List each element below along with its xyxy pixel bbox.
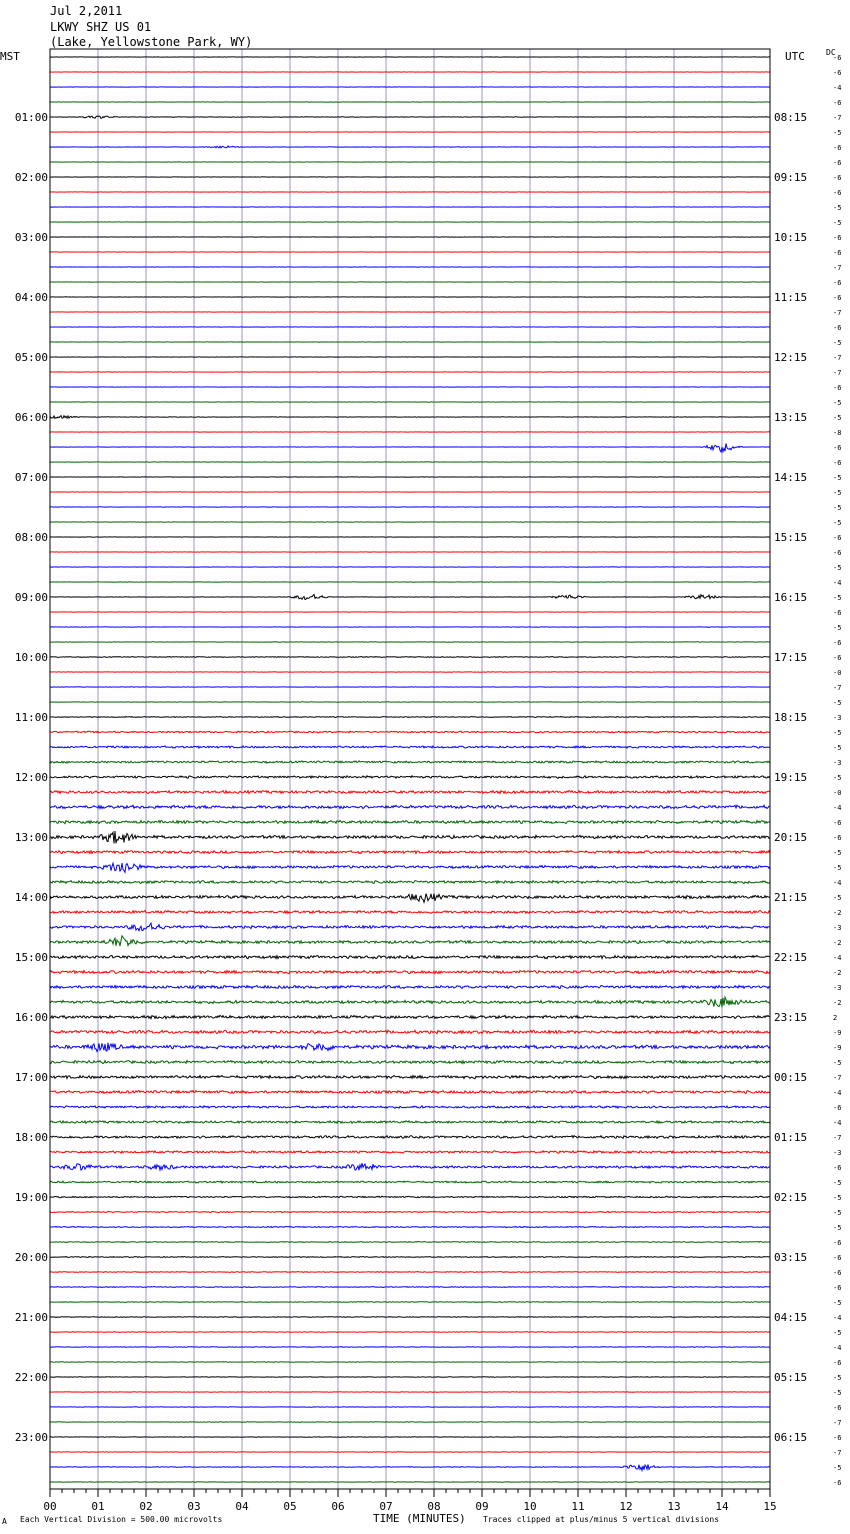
trace-row-57 [50, 894, 770, 903]
hour-label-right: 14:15 [774, 471, 808, 484]
trace-row-85 [50, 1317, 770, 1318]
dc-offset-label: -5 [833, 339, 842, 347]
x-tick-label: 03 [187, 1500, 201, 1513]
axis-labels [15, 54, 842, 1513]
trace-row-96 [50, 1482, 770, 1483]
trace-row-46 [50, 731, 770, 733]
dc-offset-label: -9 [833, 1044, 842, 1052]
dc-offset-label: -4 [833, 954, 842, 962]
hour-label-left: 23:00 [14, 1431, 48, 1444]
dc-offset-label: -4 [833, 879, 842, 887]
dc-offset-label: -5 [833, 1224, 842, 1232]
dc-offset-label: -7 [833, 1134, 842, 1142]
trace-row-67 [50, 1043, 770, 1052]
dc-offset-label: -2 [833, 939, 842, 947]
dc-offset-label: -7 [833, 264, 842, 272]
hour-label-right: 15:15 [774, 531, 808, 544]
dc-offset-label: -6 [833, 1359, 842, 1367]
dc-offset-label: -5 [833, 1299, 842, 1307]
dc-offset-label: -6 [833, 189, 842, 197]
trace-row-69 [50, 1076, 770, 1079]
left-axis-label: MST [0, 50, 20, 63]
trace-row-88 [50, 1362, 770, 1363]
trace-row-65 [50, 1015, 770, 1018]
right-axis-label: UTC [785, 50, 805, 63]
dc-offset-label: -4 [833, 579, 842, 587]
dc-offset-label: -0 [833, 669, 842, 677]
trace-row-53 [50, 831, 770, 843]
trace-row-37 [50, 595, 770, 600]
hour-label-right: 01:15 [774, 1131, 808, 1144]
hour-label-left: 01:00 [14, 111, 48, 124]
trace-row-62 [50, 970, 770, 973]
trace-row-79 [50, 1226, 770, 1227]
hour-label-left: 14:00 [14, 891, 48, 904]
dc-offset-label: -5 [833, 849, 842, 857]
scale-note: Each Vertical Division = 500.00 microvolts [20, 1515, 223, 1524]
dc-offset-label: -6 [833, 654, 842, 662]
dc-offset-label: -5 [833, 1464, 842, 1472]
hour-label-left: 09:00 [14, 591, 48, 604]
hour-label-left: 11:00 [14, 711, 48, 724]
trace-row-68 [50, 1061, 770, 1064]
trace-row-82 [50, 1272, 770, 1273]
hour-label-right: 21:15 [774, 891, 808, 904]
corner-mark: A [2, 1517, 7, 1526]
dc-offset-label: -5 [833, 1194, 842, 1202]
dc-offset-label: -4 [833, 1089, 842, 1097]
header-date: Jul 2,2011 [50, 4, 123, 18]
trace-row-45 [50, 717, 770, 718]
trace-row-59 [50, 923, 770, 931]
dc-offset-label: -6 [833, 1164, 842, 1172]
hour-label-left: 20:00 [14, 1251, 48, 1264]
dc-offset-label: -4 [833, 1314, 842, 1322]
header-location: (Lake, Yellowstone Park, WY) [50, 35, 253, 49]
hour-label-right: 20:15 [774, 831, 808, 844]
trace-row-48 [50, 761, 770, 763]
trace-row-89 [50, 1377, 770, 1378]
dc-offset-label: -5 [833, 489, 842, 497]
hour-label-right: 13:15 [774, 411, 808, 424]
hour-label-left: 22:00 [14, 1371, 48, 1384]
dc-offset-label: -5 [833, 1389, 842, 1397]
dc-offset-label: -6 [833, 384, 842, 392]
hour-label-left: 17:00 [14, 1071, 48, 1084]
dc-offset-label: -6 [833, 819, 842, 827]
dc-offset-label: -6 [833, 1284, 842, 1292]
dc-offset-label: -5 [833, 1374, 842, 1382]
dc-offset-label: -5 [833, 564, 842, 572]
trace-row-77 [50, 1196, 770, 1198]
x-tick-label: 00 [43, 1500, 57, 1513]
trace-row-80 [50, 1242, 770, 1243]
dc-label: DC [826, 48, 836, 57]
trace-row-70 [50, 1091, 770, 1094]
hour-label-right: 05:15 [774, 1371, 808, 1384]
hour-label-right: 19:15 [774, 771, 808, 784]
dc-offset-label: -5 [833, 504, 842, 512]
dc-offset-label: -5 [833, 1329, 842, 1337]
dc-offset-label: -2 [833, 909, 842, 917]
trace-row-81 [50, 1257, 770, 1258]
dc-offset-label: -6 [833, 639, 842, 647]
trace-row-54 [50, 851, 770, 854]
trace-row-86 [50, 1332, 770, 1333]
dc-offset-label: -5 [833, 699, 842, 707]
hour-label-left: 21:00 [14, 1311, 48, 1324]
x-tick-label: 02 [139, 1500, 153, 1513]
dc-offset-label: -6 [833, 249, 842, 257]
dc-offset-label: -5 [833, 1209, 842, 1217]
trace-row-74 [50, 1151, 770, 1154]
hour-label-right: 06:15 [774, 1431, 808, 1444]
hour-label-right: 10:15 [774, 231, 808, 244]
dc-offset-label: -0 [833, 789, 842, 797]
dc-offset-label: -2 [833, 999, 842, 1007]
trace-row-27 [50, 443, 770, 451]
hour-label-left: 07:00 [14, 471, 48, 484]
dc-offset-label: -7 [833, 114, 842, 122]
dc-offset-label: -6 [833, 1254, 842, 1262]
dc-offset-label: -6 [833, 549, 842, 557]
dc-offset-label: -6 [833, 54, 842, 62]
header-station: LKWY SHZ US 01 [50, 20, 152, 34]
hour-label-right: 12:15 [774, 351, 808, 364]
dc-offset-label: -6 [833, 1104, 842, 1112]
x-tick-label: 15 [763, 1500, 777, 1513]
hour-label-right: 22:15 [774, 951, 808, 964]
dc-offset-label: -6 [833, 324, 842, 332]
trace-row-83 [50, 1287, 770, 1288]
dc-offset-label: -4 [833, 84, 842, 92]
dc-offset-label: -7 [833, 369, 842, 377]
dc-offset-label: -6 [833, 834, 842, 842]
dc-offset-label: -4 [833, 1119, 842, 1127]
trace-row-72 [50, 1121, 770, 1124]
hour-label-left: 12:00 [14, 771, 48, 784]
dc-offset-label: -5 [833, 894, 842, 902]
x-tick-label: 14 [715, 1500, 729, 1513]
trace-row-5 [50, 116, 770, 118]
dc-offset-label: -5 [833, 474, 842, 482]
trace-row-25 [50, 416, 770, 419]
hour-label-right: 11:15 [774, 291, 808, 304]
x-tick-label: 08 [427, 1500, 441, 1513]
dc-offset-label: -3 [833, 714, 842, 722]
dc-offset-label: -6 [833, 444, 842, 452]
x-tick-label: 04 [235, 1500, 249, 1513]
x-tick-label: 12 [619, 1500, 633, 1513]
trace-row-42 [50, 672, 770, 673]
hour-label-left: 13:00 [14, 831, 48, 844]
trace-row-66 [50, 1030, 770, 1034]
trace-row-63 [50, 986, 770, 989]
trace-row-55 [50, 863, 770, 872]
trace-row-51 [50, 805, 770, 808]
hour-label-left: 05:00 [14, 351, 48, 364]
hour-label-right: 03:15 [774, 1251, 808, 1264]
dc-offset-label: -6 [833, 1434, 842, 1442]
dc-offset-label: -5 [833, 399, 842, 407]
trace-row-75 [50, 1163, 770, 1170]
dc-offset-label: -6 [833, 1239, 842, 1247]
trace-row-87 [50, 1347, 770, 1348]
dc-offset-label: -3 [833, 924, 842, 932]
trace-row-58 [50, 911, 770, 914]
dc-offset-label: -7 [833, 1449, 842, 1457]
dc-offset-label: -7 [833, 1419, 842, 1427]
x-axis-title: TIME (MINUTES) [373, 1512, 466, 1525]
dc-offset-label: -6 [833, 144, 842, 152]
dc-offset-label: -6 [833, 1479, 842, 1487]
dc-offset-label: -7 [833, 309, 842, 317]
dc-offset-label: -6 [833, 534, 842, 542]
dc-offset-label: -6 [833, 294, 842, 302]
dc-offset-label: -4 [833, 1344, 842, 1352]
dc-offset-label: -5 [833, 594, 842, 602]
trace-row-61 [50, 956, 770, 959]
dc-offset-label: -6 [833, 174, 842, 182]
hour-label-right: 23:15 [774, 1011, 808, 1024]
trace-row-56 [50, 881, 770, 884]
hour-label-right: 00:15 [774, 1071, 808, 1084]
dc-offset-label: -3 [833, 1149, 842, 1157]
x-tick-label: 05 [283, 1500, 297, 1513]
dc-offset-label: -5 [833, 1179, 842, 1187]
dc-offset-label: -5 [833, 624, 842, 632]
hour-label-left: 15:00 [14, 951, 48, 964]
x-axis-ticks [50, 1489, 770, 1497]
x-tick-label: 06 [331, 1500, 345, 1513]
hour-label-left: 02:00 [14, 171, 48, 184]
trace-row-78 [50, 1211, 770, 1212]
trace-row-49 [50, 776, 770, 779]
x-tick-label: 10 [523, 1500, 537, 1513]
trace-row-41 [50, 657, 770, 658]
trace-row-95 [50, 1465, 770, 1471]
trace-row-7 [50, 146, 770, 148]
hour-label-left: 03:00 [14, 231, 48, 244]
trace-row-73 [50, 1136, 770, 1139]
hour-label-left: 08:00 [14, 531, 48, 544]
clip-note: Traces clipped at plus/minus 5 vertical divisions [483, 1515, 720, 1524]
trace-row-91 [50, 1407, 770, 1408]
hour-label-right: 16:15 [774, 591, 808, 604]
hour-label-right: 18:15 [774, 711, 808, 724]
dc-offset-label: -6 [833, 99, 842, 107]
trace-row-64 [50, 997, 770, 1007]
dc-offset-label: -7 [833, 354, 842, 362]
minute-gridlines [98, 49, 722, 1489]
hour-label-right: 08:15 [774, 111, 808, 124]
dc-offset-label: -5 [833, 204, 842, 212]
dc-offset-label: -3 [833, 984, 842, 992]
hour-label-left: 04:00 [14, 291, 48, 304]
hour-label-left: 18:00 [14, 1131, 48, 1144]
dc-offset-label: -6 [833, 159, 842, 167]
dc-offset-label: -6 [833, 459, 842, 467]
dc-offset-label: -5 [833, 729, 842, 737]
dc-offset-label: -5 [833, 219, 842, 227]
hour-label-left: 16:00 [14, 1011, 48, 1024]
hour-label-left: 19:00 [14, 1191, 48, 1204]
dc-offset-label: -6 [833, 1404, 842, 1412]
dc-offset-label: -6 [833, 609, 842, 617]
trace-row-47 [50, 746, 770, 748]
dc-offset-label: 2 [833, 1014, 838, 1022]
x-tick-label: 11 [571, 1500, 585, 1513]
hour-label-right: 04:15 [774, 1311, 808, 1324]
dc-offset-label: -7 [833, 1074, 842, 1082]
hour-label-right: 02:15 [774, 1191, 808, 1204]
x-tick-label: 01 [91, 1500, 105, 1513]
trace-row-52 [50, 820, 770, 823]
hour-label-right: 09:15 [774, 171, 808, 184]
dc-offset-label: -9 [833, 1029, 842, 1037]
trace-row-76 [50, 1181, 770, 1183]
trace-row-60 [50, 936, 770, 946]
dc-offset-label: -3 [833, 759, 842, 767]
dc-offset-label: -7 [833, 684, 842, 692]
trace-row-71 [50, 1106, 770, 1109]
dc-offset-label: -5 [833, 414, 842, 422]
hour-label-left: 10:00 [14, 651, 48, 664]
dc-offset-label: -5 [833, 744, 842, 752]
dc-offset-label: -5 [833, 1059, 842, 1067]
plot-frame [50, 49, 770, 1489]
dc-offset-label: -6 [833, 69, 842, 77]
hour-label-right: 17:15 [774, 651, 808, 664]
x-tick-label: 13 [667, 1500, 681, 1513]
trace-row-50 [50, 791, 770, 794]
dc-offset-label: -5 [833, 129, 842, 137]
seismic-traces [50, 57, 770, 1483]
dc-offset-label: -2 [833, 969, 842, 977]
trace-row-94 [50, 1452, 770, 1453]
x-tick-label: 07 [379, 1500, 393, 1513]
dc-offset-label: -6 [833, 234, 842, 242]
trace-row-84 [50, 1302, 770, 1303]
dc-offset-label: -6 [833, 279, 842, 287]
dc-offset-label: -4 [833, 804, 842, 812]
dc-offset-label: -5 [833, 864, 842, 872]
hour-label-left: 06:00 [14, 411, 48, 424]
x-tick-label: 09 [475, 1500, 489, 1513]
trace-row-93 [50, 1437, 770, 1438]
dc-offset-label: -5 [833, 774, 842, 782]
dc-offset-label: -8 [833, 429, 842, 437]
dc-offset-label: -5 [833, 519, 842, 527]
dc-offset-label: -6 [833, 1269, 842, 1277]
